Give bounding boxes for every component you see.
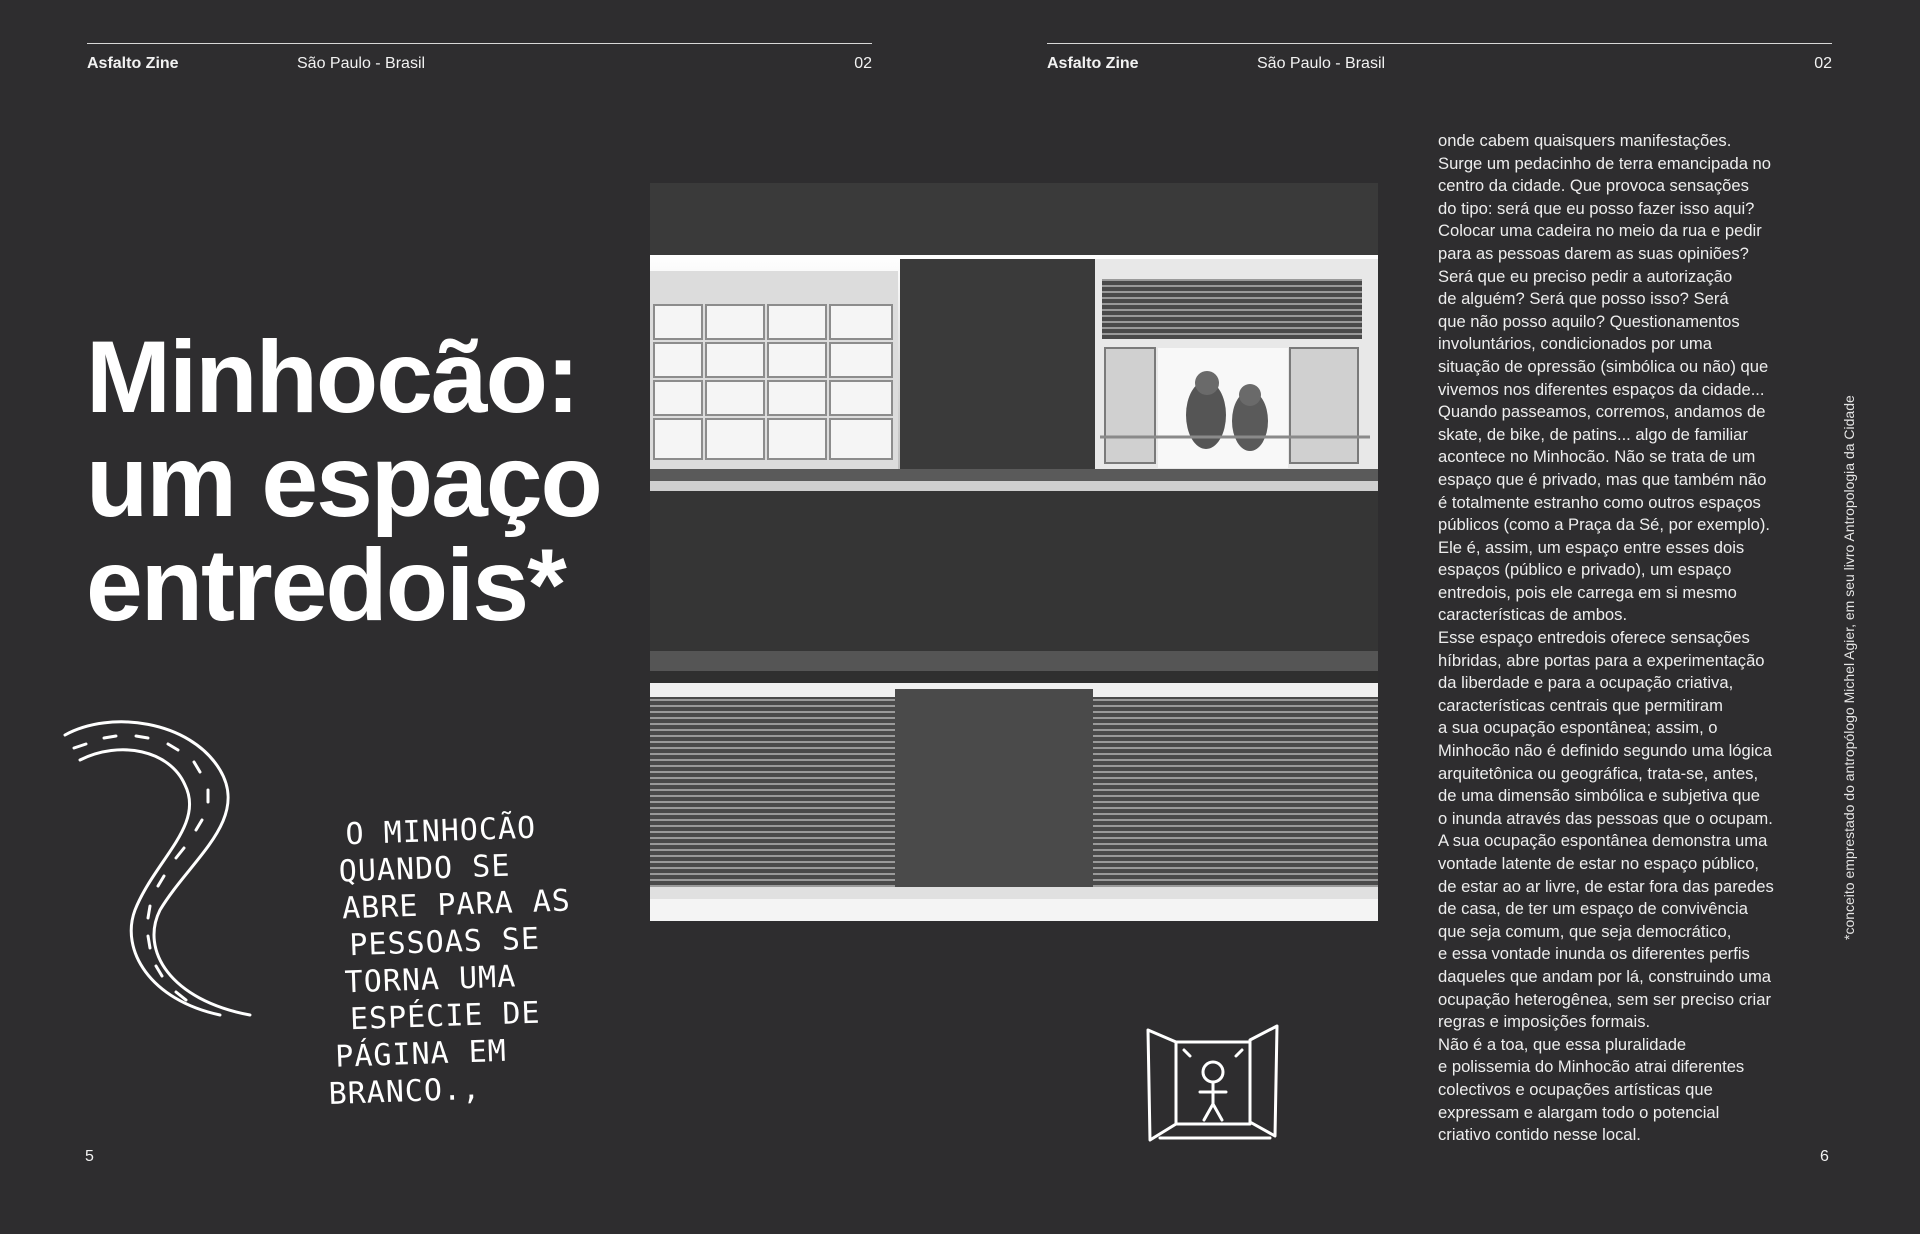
article-title	[86, 320, 601, 642]
header-left	[87, 43, 872, 83]
paragraph: Não é a toa, que essa pluralidade e polissemia do Minhocão atrai diferentes colectivos e ocupações artísticas que expressam e alargam todo o potencial criativo contido nesse local.	[1438, 1034, 1745, 1145]
header-issue-number: 02	[1814, 55, 1832, 72]
title-line: Minhocão:	[86, 320, 578, 434]
page-number-right: 6	[1820, 1148, 1829, 1165]
article-body	[1438, 130, 1818, 1147]
footnote: *conceito emprestado do antropólogo Michel Agier, em seu livro Antropologia da Cidade	[1841, 395, 1857, 940]
header-brand: Asfalto Zine	[1047, 55, 1139, 72]
title-line: um espaço	[86, 424, 601, 538]
header-location: São Paulo - Brasil	[297, 55, 426, 72]
header-brand: Asfalto Zine	[87, 55, 179, 72]
paragraph: onde cabem quaisquers manifestações. Surge um pedacinho de terra emancipada no centro da cidade. Que provoca sensações do tipo: será que eu posso fazer isso aqui? Colocar uma cadeira no meio da rua e pedir para as pessoas darem as suas opiniões? Será que eu preciso pedir a autorização de alguém? Será que posso isso? Será que não posso aquilo? Questionamentos involuntários, condicionados por uma situação de opressão (simbólica ou não) que vivemos nos diferentes espaços da cidade... Quando passeamos, corremos, andamos de skate, de bike, de patins... algo de familiar acontece no Minhocão. Não se trata de um espaço que é privado, mas que também não é totalmente estranho como outros espaços públicos (como a Praça da Sé, por exemplo). Ele é, assim, um espaço entre esses dois espaços (público e privado), um espaço entredois, pois ele carrega em si mesmo características de ambos.	[1438, 131, 1772, 625]
handwritten-note: O MINHOCÃO QUANDO SE ABRE PARA AS PESSOAS SE TORNA UMA ESPÉCIE DE PÁGINA EM BRANCO.,	[327, 810, 572, 1113]
road-doodle-icon	[60, 710, 260, 1020]
header-location: São Paulo - Brasil	[1257, 55, 1386, 72]
page-number-left: 5	[85, 1148, 94, 1165]
window-doodle-icon	[1140, 1020, 1285, 1145]
header-right	[1047, 43, 1832, 83]
building-photo	[650, 183, 1378, 921]
header-issue-number: 02	[854, 55, 872, 72]
title-line: entredois*	[86, 528, 565, 642]
paragraph: Esse espaço entredois oferece sensações híbridas, abre portas para a experimentação da liberdade e para a ocupação criativa, características centrais que permitiram a sua ocupação espontânea; assim, o Minhocão não é definido segundo uma lógica arquitetônica ou geográfica, trata-se, antes, de uma dimensão simbólica e subjetiva que o inunda através das pessoas que o ocupam. A sua ocupação espontânea demonstra uma vontade latente de estar no espaço público, de estar ao ar livre, de estar fora das paredes de casa, de ter um espaço de convivência que seja comum, que seja democrático, e essa vontade inunda os diferentes perfis daqueles que andam por lá, construindo uma ocupação heterogênea, sem ser preciso criar regras e imposições formais.	[1438, 628, 1774, 1032]
